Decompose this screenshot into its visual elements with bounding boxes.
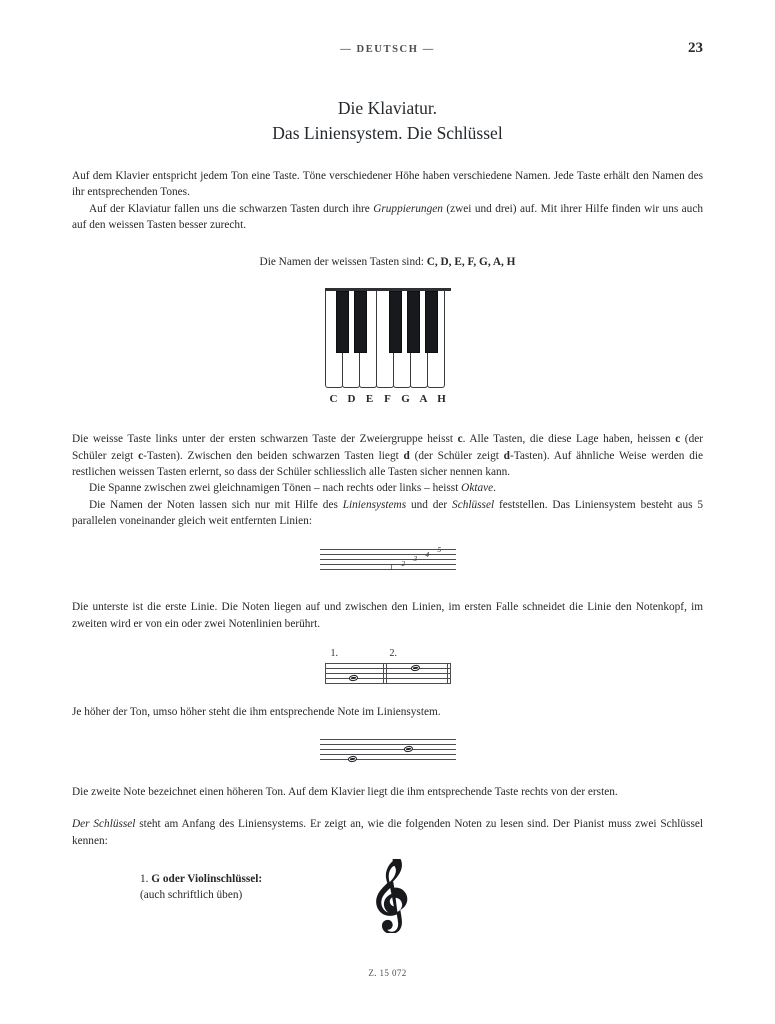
whole-note-on-line — [348, 674, 358, 682]
paragraph-8-text: Die zweite Note bezeichnet einen höheren Ton. Auf dem Klavier liegt die ihm entsprechende Taste rechts von der ersten. — [72, 786, 618, 799]
paragraph-6-text: Die unterste ist die erste Linie. Die Noten liegen auf und zwischen den Linien, im ersten Falle schneidet die Linie den Notenkopf, im zweiten wird er von ein oder zwei Notenlinien berührt. — [72, 601, 703, 630]
paragraph-5-part-a: Die Namen der Noten lassen sich nur mit Hilfe des — [89, 498, 343, 511]
whole-note-in-space — [410, 664, 420, 672]
page-number: 23 — [688, 40, 703, 56]
paragraph-3-note-d1: d — [403, 449, 410, 462]
line-number-4: 4 — [425, 550, 430, 559]
whole-note-low — [347, 755, 357, 763]
black-key-ais[interactable] — [425, 291, 438, 353]
paragraph-3-part-c: (der Schüler zeigt — [72, 433, 703, 462]
black-key-cis[interactable] — [336, 291, 349, 353]
paragraph-7-text: Je höher der Ton, umso höher steht die ihm entsprechende Note im Liniensystem. — [72, 705, 441, 718]
clef-item-label: G oder Violinschlüssel: — [151, 873, 263, 886]
whole-note-high — [403, 745, 413, 753]
line-number-3: 3 — [413, 555, 418, 564]
staff-figure-ascending — [72, 738, 703, 762]
line-number-1: 1 — [389, 564, 394, 573]
staff-line-5 — [320, 549, 456, 550]
document-body — [72, 168, 703, 933]
key-label-h: H — [437, 393, 446, 406]
a-staff-line-1 — [320, 759, 456, 760]
a-staff-line-2 — [320, 754, 456, 755]
keyboard-caption-notes: C, D, E, F, G, A, H — [426, 256, 516, 269]
key-label-e: E — [365, 393, 374, 406]
m-staff-line-4 — [325, 668, 451, 669]
paragraph-3-note-c3: c — [138, 449, 144, 462]
paragraph-4 — [72, 480, 703, 496]
m-staff-line-3 — [325, 673, 451, 674]
paragraph-2-part-a: Auf der Klaviatur fallen uns die schwarzen Tasten durch ihre — [89, 202, 374, 215]
paragraph-7 — [72, 704, 703, 720]
paragraph-5-part-b: und der — [406, 498, 453, 511]
staff-figure-two-measures — [72, 648, 703, 684]
paragraph-5-emphasis-2: Schlüssel — [452, 498, 495, 511]
clef-item-number: 1. — [140, 873, 152, 886]
m-staff-line-1 — [325, 683, 451, 684]
paragraph-3-note-c2: c — [675, 433, 681, 446]
piano-keyboard-figure — [72, 288, 703, 405]
staff-line-2 — [320, 564, 456, 565]
paragraph-3-part-a: Die weisse Taste links unter der ersten schwarzen Taste der Zweiergruppe heisst — [72, 433, 458, 446]
a-staff-line-3 — [320, 749, 456, 750]
paragraph-3-note-c1: c — [457, 433, 463, 446]
m-staff-line-5 — [325, 663, 451, 664]
paragraph-2-emphasis: Gruppierungen — [373, 202, 443, 215]
paragraph-8 — [72, 784, 703, 800]
paragraph-6 — [72, 599, 703, 632]
staff-figure-numbered — [72, 547, 703, 573]
measure-label-2: 2. — [389, 647, 397, 659]
treble-clef-icon — [372, 859, 412, 942]
paragraph-3-note-d2: d — [503, 449, 510, 462]
paragraph-2-part-b: (zwei und drei) auf. Mit ihrer Hilfe finden wir uns auch auf den weissen Tasten besser zurecht. — [72, 202, 703, 231]
key-label-a: A — [419, 393, 428, 406]
black-key-gis[interactable] — [407, 291, 420, 353]
paragraph-5-emphasis-1: Liniensystems — [342, 498, 407, 511]
page-title — [72, 96, 703, 146]
key-label-d: D — [347, 393, 356, 406]
title-line-1: Die Klaviatur. — [337, 98, 438, 118]
running-head-title: — DEUTSCH — — [340, 44, 435, 55]
paragraph-1-text: Auf dem Klavier entspricht jedem Ton eine Taste. Töne verschiedener Höhe haben verschiedene Namen. Jede Taste erhält den Namen des ihr entsprechenden Tones. — [72, 170, 703, 199]
paragraph-5-part-c: feststellen. Das Liniensystem besteht aus 5 parallelen voneinander gleich weit entfernten Linien: — [72, 498, 703, 527]
paragraph-9-text: steht am Anfang des Liniensystems. Er zeigt an, wie die folgenden Noten zu lesen sind. Der Pianist muss zwei Schlüssel kennen: — [72, 818, 704, 847]
black-key-dis[interactable] — [354, 291, 367, 353]
title-line-2: Das Liniensystem. Die Schlüssel — [272, 123, 503, 143]
barline-end-a — [447, 663, 448, 684]
keyboard-caption — [72, 254, 703, 270]
barline-end-b — [450, 663, 452, 684]
paragraph-4-part-b: . — [493, 482, 496, 495]
paragraph-2 — [72, 201, 703, 234]
paragraph-4-emphasis: Oktave — [461, 482, 494, 495]
staff-line-4 — [320, 554, 456, 555]
clef-item-row — [72, 871, 703, 933]
key-label-g: G — [401, 393, 410, 406]
paragraph-3-part-f: -Tasten). Auf ähnliche Weise werden die restlichen weissen Tasten erlernt, so dass der Schüler schliesslich alle Tasten sicher nennen kann. — [72, 449, 703, 479]
staff-line-3 — [320, 559, 456, 560]
paragraph-3-part-d: -Tasten). Zwischen den beiden schwarzen Tasten liegt — [143, 449, 404, 462]
staff-numbered — [320, 547, 456, 573]
keyboard-labels — [325, 393, 451, 405]
m-staff-line-2 — [325, 678, 451, 679]
measure-label-1: 1. — [330, 647, 338, 659]
paragraph-9 — [72, 816, 703, 849]
keyboard-caption-text: Die Namen der weissen Tasten sind: — [259, 256, 427, 269]
piano-keyboard — [325, 288, 451, 388]
key-label-f: F — [384, 393, 391, 406]
a-staff-line-5 — [320, 739, 456, 740]
paragraph-1 — [72, 168, 703, 201]
line-number-2: 2 — [401, 559, 406, 568]
key-label-c: C — [329, 393, 338, 406]
staff-ascending — [320, 738, 456, 762]
running-head — [72, 40, 703, 60]
paragraph-4-part-a: Die Spanne zwischen zwei gleichnamigen Tönen – nach rechts oder links – heisst — [89, 482, 462, 495]
staff-two-measures — [325, 648, 451, 684]
clef-item-heading — [140, 871, 262, 887]
black-keys — [325, 291, 451, 353]
treble-clef-svg — [372, 859, 412, 933]
page-footer: Z. 15 072 — [368, 968, 407, 978]
paragraph-3 — [72, 431, 703, 480]
black-key-fis[interactable] — [389, 291, 402, 353]
paragraph-9-emphasis: Der Schlüssel — [72, 818, 136, 831]
barline-start — [325, 663, 327, 684]
staff-line-1 — [320, 569, 456, 570]
clef-item-text — [140, 871, 262, 904]
barline-middle-b — [386, 663, 387, 684]
a-staff-line-4 — [320, 744, 456, 745]
clef-item-note: (auch schriftlich üben) — [140, 889, 243, 902]
paragraph-3-part-e: (der Schüler zeigt — [409, 449, 504, 462]
paragraph-5 — [72, 497, 703, 530]
barline-middle-a — [383, 663, 384, 684]
line-number-5: 5 — [437, 546, 442, 555]
paragraph-3-part-b: . Alle Tasten, die diese Lage haben, heissen — [462, 433, 676, 446]
